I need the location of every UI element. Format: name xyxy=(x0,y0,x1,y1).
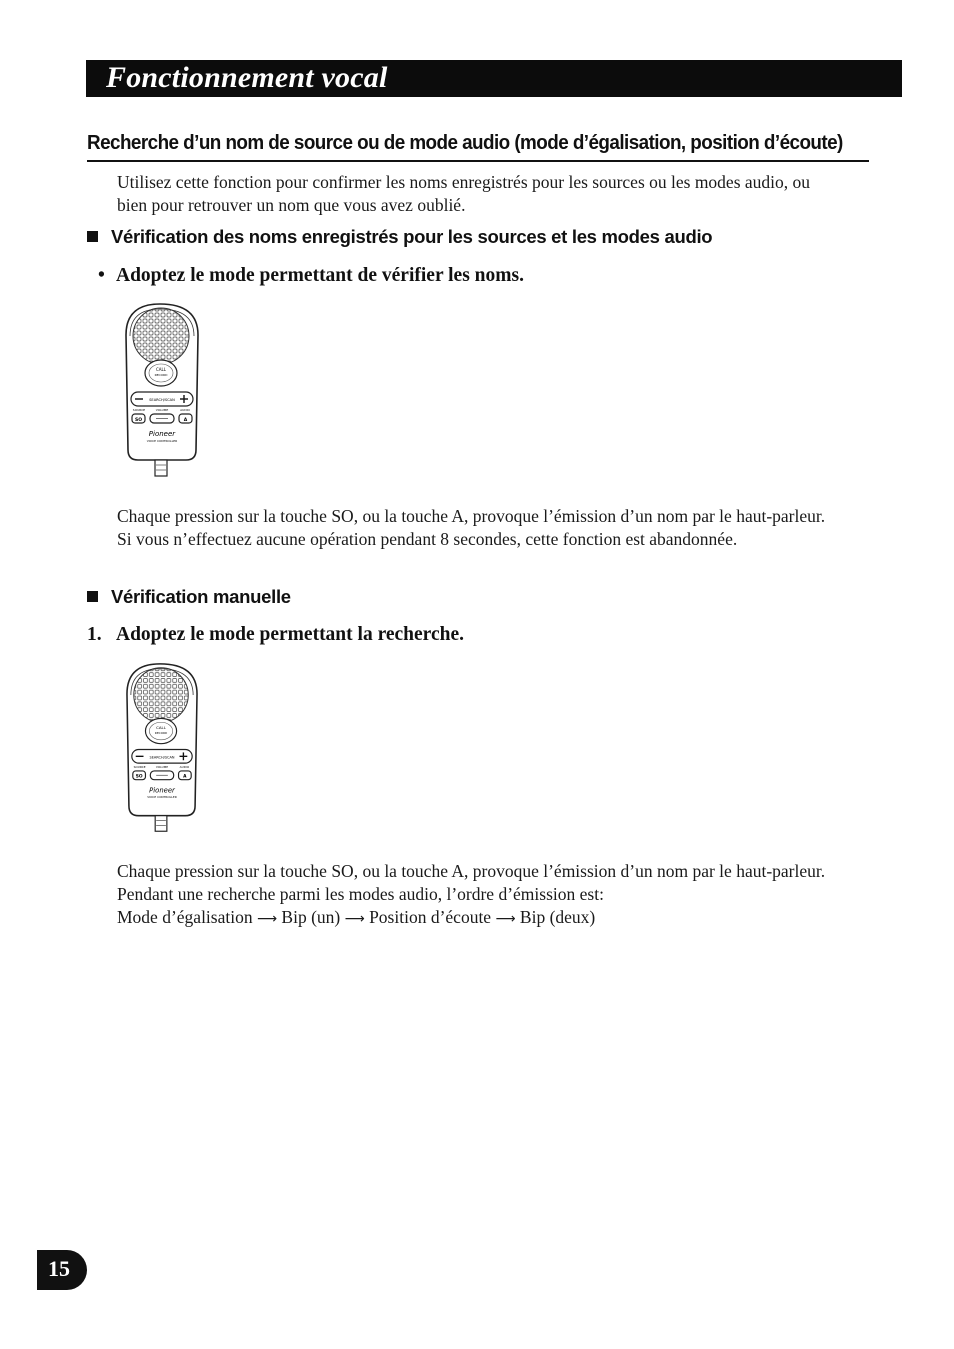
device-sublabel: VOICE CONTROLLER xyxy=(146,439,178,443)
audio-label: AUDIO xyxy=(179,765,190,769)
subsection-heading-manual xyxy=(87,586,291,608)
a-button-label: A xyxy=(183,774,187,780)
section-title: Recherche d’un nom de source ou de mode audio (mode d’égalisation, position d’écoute) xyxy=(87,131,843,154)
page-number-tab xyxy=(37,1250,87,1290)
call-label: CALL xyxy=(156,367,166,372)
arrow-right-icon: ⟶ xyxy=(495,911,516,927)
audio-label: AUDIO xyxy=(180,408,190,412)
volume-label: VOLUME xyxy=(155,765,169,769)
so-button-label: SO xyxy=(134,418,143,423)
call-label: CALL xyxy=(156,725,166,731)
paragraph: Si vous n’effectuez aucune opération pendant 8 secondes, cette fonction est abandonnée. xyxy=(117,529,738,549)
volume-label: VOLUME xyxy=(155,408,169,412)
so-button-label: SO xyxy=(135,774,143,780)
brand-logo: Pioneer xyxy=(149,786,175,795)
step-manual-search xyxy=(87,624,464,646)
square-bullet-icon xyxy=(87,591,98,602)
subsection-heading-text: Vérification des noms enregistrés pour les sources et les modes audio xyxy=(111,226,713,247)
voice-controller-illustration xyxy=(112,300,212,485)
bullet-marker: • xyxy=(98,265,105,286)
emission-sequence xyxy=(117,906,837,931)
search-scan-label: SEARCH/SCAN xyxy=(149,398,175,402)
arrow-right-icon: ⟶ xyxy=(256,911,278,927)
intro-paragraph xyxy=(117,171,837,217)
subsection-heading-check-names xyxy=(87,226,712,248)
source-label: SOURCE xyxy=(133,765,146,769)
a-button-label: A xyxy=(183,418,188,423)
manual-check-description xyxy=(117,860,837,931)
subsection-heading-text: Vérification manuelle xyxy=(111,586,291,607)
step-text: Adoptez le mode permettant la recherche. xyxy=(116,624,465,645)
record-label: RECORD xyxy=(154,730,168,735)
chapter-title: Fonctionnement vocal xyxy=(106,61,388,94)
step-text: Adoptez le mode permettant de vérifier les noms. xyxy=(116,265,524,286)
paragraph: Chaque pression sur la touche SO, ou la touche A, provoque l’émission d’un nom par le haut-parleur. xyxy=(117,861,826,881)
sequence-item: Bip (deux) xyxy=(519,907,596,927)
intro-text: Utilisez cette fonction pour confirmer les noms enregistrés pour les sources ou les modes audio, ou bien pour retrouver un nom que vous avez oublié. xyxy=(117,172,811,215)
chapter-banner xyxy=(86,60,902,97)
record-label: RECORD xyxy=(154,373,168,377)
arrow-right-icon: ⟶ xyxy=(344,911,365,927)
paragraph: Pendant une recherche parmi les modes audio, l’ordre d’émission est: xyxy=(117,884,604,904)
source-label: SOURCE xyxy=(132,408,146,412)
sequence-item: Mode d’égalisation xyxy=(117,907,253,927)
page-number: 15 xyxy=(48,1256,70,1281)
sequence-item: Position d’écoute xyxy=(369,907,492,927)
device-sublabel: VOICE CONTROLLER xyxy=(147,795,177,800)
step-number: 1. xyxy=(87,624,102,645)
step-check-names xyxy=(98,265,524,287)
square-bullet-icon xyxy=(87,231,98,242)
brand-logo: Pioneer xyxy=(148,430,176,438)
check-names-description xyxy=(117,505,837,551)
voice-controller-illustration xyxy=(112,660,212,840)
sequence-item: Bip (un) xyxy=(281,907,341,927)
paragraph: Chaque pression sur la touche SO, ou la touche A, provoque l’émission d’un nom par le haut-parleur. xyxy=(117,506,826,526)
search-scan-label: SEARCH/SCAN xyxy=(149,755,175,760)
section-divider xyxy=(87,160,869,162)
